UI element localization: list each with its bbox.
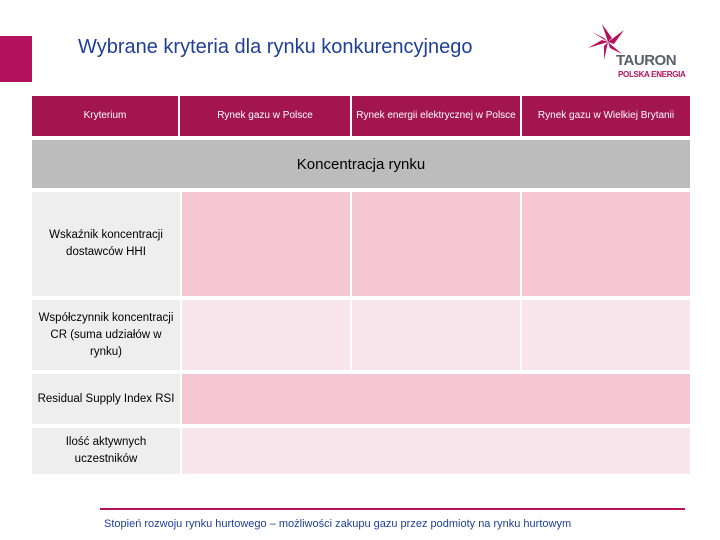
logo-subtitle: POLSKA ENERGIA	[618, 70, 686, 79]
header-gas-uk: Rynek gazu w Wielkiej Brytanii	[522, 96, 690, 136]
table-cell	[522, 192, 690, 296]
table-cell	[522, 300, 690, 370]
logo-wordmark: TAURON	[616, 52, 677, 69]
slide-title: Wybrane kryteria dla rynku konkurencyjnego	[78, 36, 473, 58]
table-cell	[182, 374, 690, 424]
table-cell	[182, 192, 350, 296]
footer-divider	[100, 508, 685, 510]
table-cell	[182, 428, 690, 474]
row-label-cr: Współczynnik koncentracji CR (suma udziałów w rynku)	[32, 300, 180, 370]
table-cell	[352, 192, 520, 296]
table-cell	[182, 300, 350, 370]
row-label-rsi: Residual Supply Index RSI	[32, 374, 180, 424]
header-gas-poland: Rynek gazu w Polsce	[180, 96, 350, 136]
section-market-concentration: Koncentracja rynku	[32, 140, 690, 188]
table-cell	[352, 300, 520, 370]
row-label-participants: Ilość aktywnych uczestników	[32, 428, 180, 474]
row-label-hhi: Wskaźnik koncentracji dostawców HHI	[32, 192, 180, 296]
footer-text: Stopień rozwoju rynku hurtowego – możliwości zakupu gazu przez podmioty na rynku hurtowym	[104, 518, 572, 530]
header-electricity-poland: Rynek energii elektrycznej w Polsce	[352, 96, 520, 136]
title-accent-block	[0, 36, 32, 82]
header-criterion: Kryterium	[32, 96, 178, 136]
